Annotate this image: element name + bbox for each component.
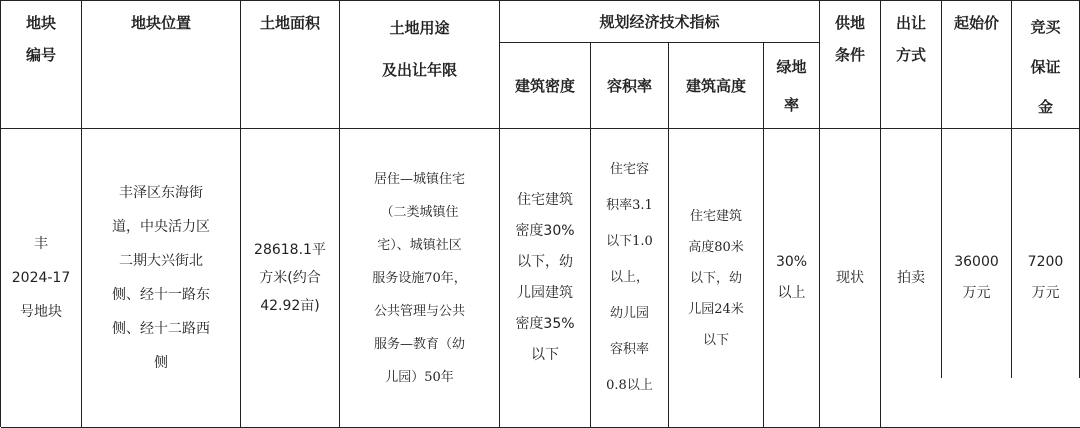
header-density <box>500 43 591 129</box>
cell-use-term-text: 居住—城镇住宅 （二类城镇住 宅）、城镇社区 服务设施70年， 公共管理与公共 服务—教育（幼 儿园）50年 <box>372 171 467 385</box>
header-far-text: 容积率 <box>606 76 652 95</box>
header-density-text: 建筑密度 <box>514 76 575 95</box>
header-deposit <box>1012 1 1080 129</box>
cell-deposit-text: 7200 万元 <box>1027 254 1064 301</box>
header-start-price <box>942 1 1012 129</box>
header-indicators-text: 规划经济技术指标 <box>599 12 720 31</box>
header-method-text: 出让 方式 <box>895 14 926 64</box>
cell-area <box>241 129 340 428</box>
cell-green-text: 30% 以上 <box>775 254 808 301</box>
cell-start-price-text: 36000 万元 <box>954 254 999 301</box>
header-height-text: 建筑高度 <box>685 76 746 95</box>
cell-supply-text: 现状 <box>836 269 864 286</box>
header-supply-text: 供地 条件 <box>834 14 865 64</box>
header-far <box>591 43 669 129</box>
cell-method-text: 拍卖 <box>897 269 925 286</box>
header-parcel-no <box>1 1 82 129</box>
cell-green <box>764 129 820 428</box>
corner-watermark-mask <box>930 378 1080 427</box>
cell-use-term <box>340 129 500 428</box>
header-indicators <box>500 1 820 43</box>
header-area <box>241 1 340 129</box>
cell-density-text: 住宅建筑 密度30% 以下，幼 儿园建筑 密度35% 以下 <box>515 192 575 363</box>
cell-density <box>500 129 591 428</box>
cell-height <box>669 129 764 428</box>
cell-parcel-no <box>1 129 82 428</box>
cell-parcel-no-text: 丰 2024-17 号地块 <box>11 236 71 320</box>
header-area-text: 土地面积 <box>259 14 320 32</box>
cell-location-text: 丰泽区东海街 道，中央活力区 二期大兴街北 侧、经十一路东 侧、经十二路西 侧 <box>112 185 210 371</box>
header-method <box>881 1 942 129</box>
header-height <box>669 43 764 129</box>
cell-height-text: 住宅建筑 高度80米 以下，幼 儿园24米 以下 <box>688 208 744 348</box>
header-parcel-no-text: 地块 编号 <box>25 14 56 64</box>
cell-far-text: 住宅容 积率3.1 以下1.0 以上， 幼儿园 容积率 0.8以上 <box>606 162 653 393</box>
cell-supply <box>820 129 881 428</box>
cell-location <box>82 129 241 428</box>
cell-far <box>591 129 669 428</box>
header-supply <box>820 1 881 129</box>
header-green-text: 绿地 率 <box>776 57 807 114</box>
cell-area-text: 28618.1平 方米(约合 42.92亩) <box>254 242 326 314</box>
header-deposit-text: 竞买 保证 金 <box>1030 18 1061 116</box>
header-use-term-text: 土地用途 及出让年限 <box>381 19 457 79</box>
header-location-text: 地块位置 <box>130 14 191 32</box>
header-use-term <box>340 1 500 129</box>
header-location <box>82 1 241 129</box>
header-start-price-text: 起始价 <box>953 14 999 32</box>
header-green <box>764 43 820 129</box>
